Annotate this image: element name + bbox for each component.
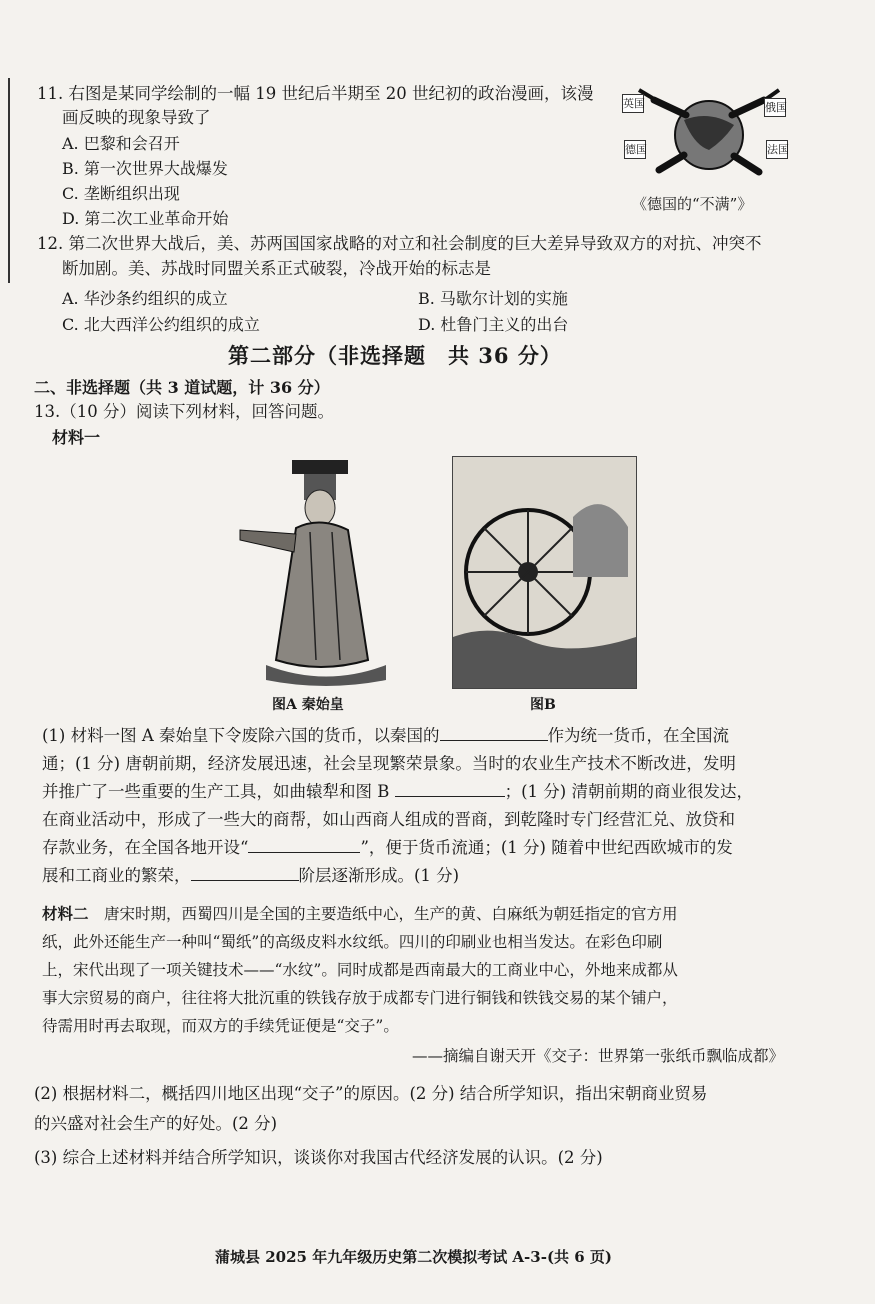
section-title: 二、非选择题（共 3 道试题，计 36 分） [34, 378, 330, 397]
emperor-figure-icon [236, 460, 431, 688]
material2-label: 材料二 [42, 904, 89, 923]
q12-option-a[interactable]: A. 华沙条约组织的成立 [62, 289, 228, 308]
figure-b-waterwheel [452, 456, 637, 689]
sub2-line1: (2) 根据材料二，概括四川地区出现“交子”的原因。(2 分) 结合所学知识，指出宋朝商业贸易 [34, 1084, 708, 1103]
material2-line3: 上，宋代出现了一项关键技术——“水纹”。同时成都是西南最大的工商业中心，外地来成都从 [42, 961, 678, 979]
material2-line2: 纸，此外还能生产一种叫“蜀纸”的高级皮料水纹纸。四川的印刷业也相当发达。在彩色印刷 [42, 933, 663, 951]
q12-stem-line1: 12. 第二次世界大战后，美、苏两国国家战略的对立和社会制度的巨大差异导致双方的对抗、冲突不 [37, 234, 762, 253]
q11-stem-line2: 画反映的现象导致了 [62, 108, 211, 127]
sub1-line6-b: 阶层逐渐形成。(1 分) [298, 866, 460, 885]
sub1-line1 [42, 722, 729, 746]
q12-stem-line2: 断加剧。美、苏战时同盟关系正式破裂，冷战开始的标志是 [62, 259, 491, 278]
cartoon-caption: 《德国的“不满”》 [632, 195, 753, 213]
q11-option-c[interactable]: C. 垄断组织出现 [62, 184, 180, 203]
blank-1[interactable] [440, 724, 548, 741]
sub1-line3 [42, 778, 753, 802]
sub3-line: (3) 综合上述材料并结合所学知识，谈谈你对我国古代经济发展的认识。(2 分) [34, 1148, 603, 1167]
sub1-line6-a: 展和工商业的繁荣， [42, 866, 191, 885]
label-germany: 德国 [624, 140, 646, 159]
material2-line1 [42, 902, 678, 924]
label-russia: 俄国 [764, 98, 786, 117]
material1-label: 材料一 [52, 428, 101, 447]
figure-a-caption: 图A 秦始皇 [272, 697, 344, 713]
q11-stem-line1: 11. 右图是某同学绘制的一幅 19 世纪后半期至 20 世纪初的政治漫画，该漫 [37, 84, 594, 103]
blank-3[interactable] [248, 836, 360, 853]
sub2-line2: 的兴盛对社会生产的好处。(2 分) [34, 1114, 278, 1133]
material2-text-1: 唐宋时期，西蜀四川是全国的主要造纸中心，生产的黄、白麻纸为朝廷指定的官方用 [104, 905, 678, 923]
sub1-line4: 在商业活动中，形成了一些大的商帮，如山西商人组成的晋商，到乾隆时专门经营汇兑、放贷和 [42, 810, 735, 829]
figure-b-caption: 图B [530, 697, 556, 713]
sub1-line3-b: ；(1 分) 清朝前期的商业很发达， [504, 782, 753, 801]
sub1-line5-b: ”，便于货币流通；(1 分) 随着中世纪西欧城市的发 [360, 838, 733, 857]
q11-option-d[interactable]: D. 第二次工业革命开始 [62, 209, 229, 228]
blank-4[interactable] [191, 864, 299, 881]
sub1-line3-a: 并推广了一些重要的生产工具，如曲辕犁和图 B [42, 782, 390, 801]
q12-option-d[interactable]: D. 杜鲁门主义的出台 [418, 315, 569, 334]
page-footer: 蒲城县 2025 年九年级历史第二次模拟考试 A-3-(共 6 页) [215, 1248, 613, 1266]
sub1-line6 [42, 862, 459, 886]
figure-a-qin-shihuang [236, 460, 431, 688]
label-france: 法国 [766, 140, 788, 159]
material2-line4: 事大宗贸易的商户，往往将大批沉重的铁钱存放于成都专门进行铜钱和铁钱交易的某个铺户， [42, 989, 678, 1007]
q12-option-c[interactable]: C. 北大西洋公约组织的成立 [62, 315, 260, 334]
q11-option-b[interactable]: B. 第一次世界大战爆发 [62, 159, 228, 178]
label-britain: 英国 [622, 94, 644, 113]
margin-line [8, 78, 10, 283]
political-cartoon [614, 80, 794, 190]
q12-option-b[interactable]: B. 马歇尔计划的实施 [418, 289, 568, 308]
material2-source: ——摘编自谢天开《交子：世界第一张纸币飘临成都》 [412, 1047, 785, 1065]
q13-title: 13.（10 分）阅读下列材料，回答问题。 [34, 402, 334, 421]
sub1-line5 [42, 834, 733, 858]
sub1-line1-a: (1) 材料一图 A 秦始皇下令废除六国的货币，以秦国的 [42, 726, 440, 745]
part2-heading: 第二部分（非选择题 共 36 分） [228, 343, 562, 368]
material2-line5: 待需用时再去取现，而双方的手续凭证便是“交子”。 [42, 1017, 399, 1035]
blank-2[interactable] [395, 780, 505, 797]
sub1-line2: 通；(1 分) 唐朝前期，经济发展迅速，社会呈现繁荣景象。当时的农业生产技术不断改进，发明 [42, 754, 736, 773]
waterwheel-icon [453, 457, 636, 688]
q11-option-a[interactable]: A. 巴黎和会召开 [62, 134, 180, 153]
sub1-line1-b: 作为统一货币，在全国流 [547, 726, 730, 745]
sub1-line5-a: 存款业务，在全国各地开设“ [42, 838, 249, 857]
